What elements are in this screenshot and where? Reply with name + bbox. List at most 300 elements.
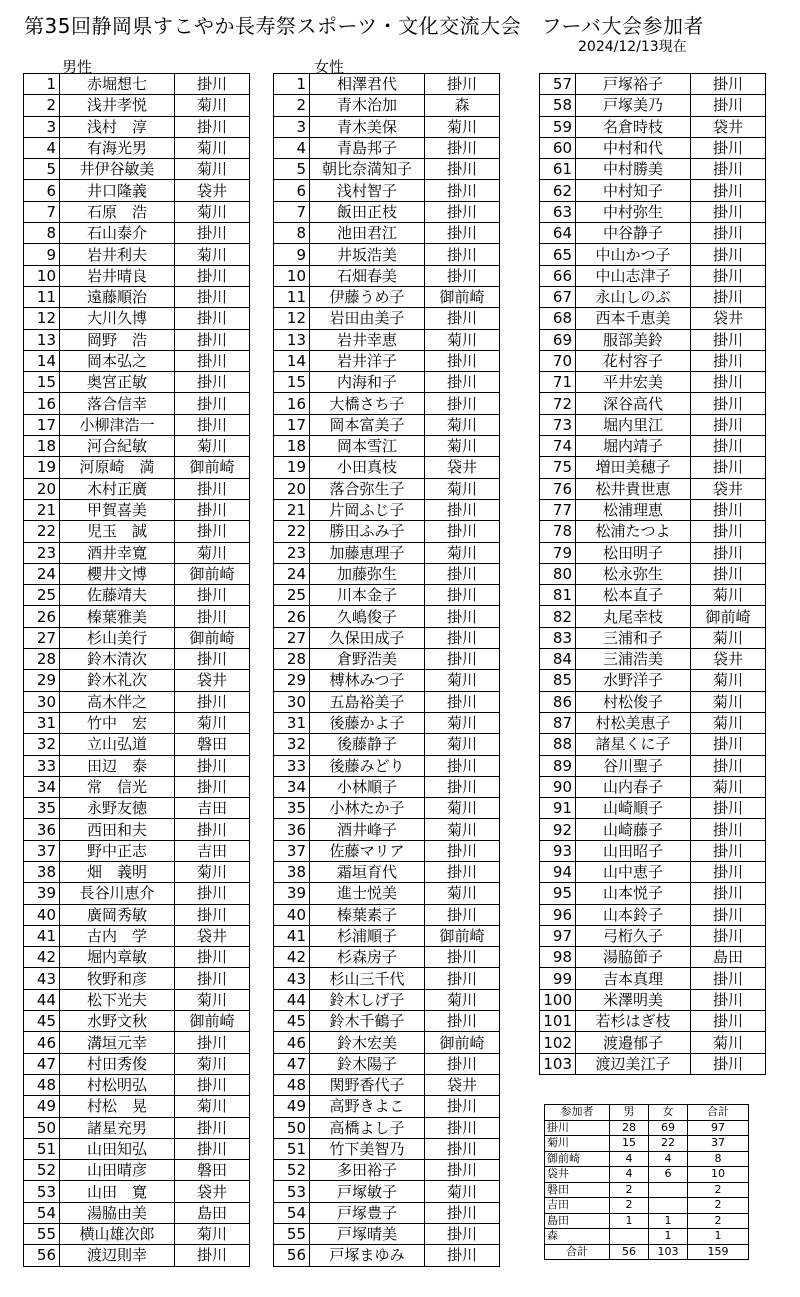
participant-name: 後藤かよ子 (310, 712, 425, 733)
participant-row (24, 1245, 250, 1266)
participant-row (540, 585, 766, 606)
participant-city: 袋井 (425, 457, 500, 478)
participant-row (540, 947, 766, 968)
participant-city: 御前崎 (425, 286, 500, 307)
participant-name: 岡本弘之 (60, 350, 175, 371)
participant-name: 小田真枝 (310, 457, 425, 478)
participant-city: 掛川 (425, 201, 500, 222)
participant-name: 井坂浩美 (310, 244, 425, 265)
participant-number: 80 (540, 563, 576, 584)
participant-number: 41 (24, 925, 60, 946)
participant-number: 50 (274, 1117, 310, 1138)
participant-city: 掛川 (175, 286, 250, 307)
participant-row (274, 840, 500, 861)
participant-city: 掛川 (175, 265, 250, 286)
participant-number: 36 (274, 819, 310, 840)
participant-number: 33 (274, 755, 310, 776)
participant-name: 奥宮正敏 (60, 372, 175, 393)
participant-city: 菊川 (691, 1032, 766, 1053)
participant-city: 掛川 (691, 819, 766, 840)
participant-city: 掛川 (691, 286, 766, 307)
participant-name: 戸塚敏子 (310, 1181, 425, 1202)
participant-city: 菊川 (175, 1053, 250, 1074)
participant-city: 菊川 (425, 116, 500, 137)
participant-number: 92 (540, 819, 576, 840)
participant-number: 56 (274, 1245, 310, 1266)
participant-number: 44 (24, 989, 60, 1010)
participant-number: 28 (24, 649, 60, 670)
participant-row (540, 1053, 766, 1074)
participant-city: 掛川 (425, 840, 500, 861)
participant-number: 43 (24, 968, 60, 989)
participant-city: 菊川 (425, 798, 500, 819)
participant-row (24, 904, 250, 925)
participant-city: 掛川 (425, 563, 500, 584)
participant-number: 74 (540, 436, 576, 457)
men-section-label: 男性 (62, 58, 93, 76)
participant-row (540, 904, 766, 925)
participant-city: 菊川 (425, 478, 500, 499)
participant-city: 菊川 (425, 712, 500, 733)
participant-number: 38 (274, 861, 310, 882)
participant-number: 53 (274, 1181, 310, 1202)
participant-row (24, 861, 250, 882)
participant-city: 掛川 (175, 904, 250, 925)
participant-row (540, 137, 766, 158)
participant-number: 14 (24, 350, 60, 371)
participant-name: 甲賀喜美 (60, 499, 175, 520)
participant-number: 23 (274, 542, 310, 563)
participant-city: 掛川 (425, 265, 500, 286)
participant-city: 袋井 (691, 116, 766, 137)
participant-city: 掛川 (175, 947, 250, 968)
participant-number: 30 (24, 691, 60, 712)
as-of-date: 2024/12/13現在 (578, 39, 687, 55)
participant-number: 39 (274, 883, 310, 904)
participant-name: 池田君江 (310, 223, 425, 244)
participant-city: 菊川 (175, 436, 250, 457)
participant-number: 22 (274, 521, 310, 542)
participant-city: 菊川 (425, 436, 500, 457)
participant-number: 32 (274, 734, 310, 755)
participant-number: 27 (274, 627, 310, 648)
participant-name: 岩井利夫 (60, 244, 175, 265)
participant-row (24, 627, 250, 648)
participant-number: 23 (24, 542, 60, 563)
participant-name: 西田和夫 (60, 819, 175, 840)
participant-row (540, 776, 766, 797)
participant-number: 94 (540, 861, 576, 882)
participant-number: 1 (24, 74, 60, 95)
participant-number: 6 (24, 180, 60, 201)
participant-number: 61 (540, 159, 576, 180)
participant-row (24, 308, 250, 329)
participant-row (24, 989, 250, 1010)
summary-count: 2 (610, 1198, 649, 1214)
participant-city: 掛川 (425, 1138, 500, 1159)
participant-city: 掛川 (691, 350, 766, 371)
participant-row (540, 308, 766, 329)
participant-city: 掛川 (175, 414, 250, 435)
participant-number: 52 (274, 1160, 310, 1181)
participant-row (274, 542, 500, 563)
participant-city: 森 (425, 95, 500, 116)
participant-row (274, 1011, 500, 1032)
participant-row (24, 372, 250, 393)
participant-name: 中村弥生 (576, 201, 691, 222)
participant-name: 永野友徳 (60, 798, 175, 819)
participant-row (540, 968, 766, 989)
participant-row (274, 393, 500, 414)
participant-number: 9 (24, 244, 60, 265)
participant-name: 渡邉郁子 (576, 1032, 691, 1053)
participant-number: 78 (540, 521, 576, 542)
participant-city: 袋井 (691, 649, 766, 670)
participant-city: 掛川 (691, 244, 766, 265)
participant-name: 米澤明美 (576, 989, 691, 1010)
participant-row (540, 372, 766, 393)
participant-name: 名倉時枝 (576, 116, 691, 137)
participant-city: 掛川 (425, 350, 500, 371)
participant-row (274, 1117, 500, 1138)
participant-city: 掛川 (175, 776, 250, 797)
participant-name: 平井宏美 (576, 372, 691, 393)
summary-count: 1 (649, 1213, 688, 1229)
participant-name: 河原崎 満 (60, 457, 175, 478)
participant-name: 堀内靖子 (576, 436, 691, 457)
participant-number: 71 (540, 372, 576, 393)
participant-number: 1 (274, 74, 310, 95)
participant-number: 103 (540, 1053, 576, 1074)
summary-count: 56 (610, 1244, 649, 1260)
participant-row (24, 201, 250, 222)
participant-city: 掛川 (425, 244, 500, 265)
participant-number: 17 (24, 414, 60, 435)
summary-city: 島田 (545, 1213, 610, 1229)
participant-city: 掛川 (425, 627, 500, 648)
participant-name: 朝比奈満知子 (310, 159, 425, 180)
participant-name: 中村知子 (576, 180, 691, 201)
participant-row (540, 244, 766, 265)
participant-name: 杉山三千代 (310, 968, 425, 989)
participant-city: 菊川 (425, 819, 500, 840)
participant-number: 89 (540, 755, 576, 776)
participant-name: 古内 学 (60, 925, 175, 946)
participant-number: 58 (540, 95, 576, 116)
participant-row (274, 521, 500, 542)
participant-name: 鈴木礼次 (60, 670, 175, 691)
participant-name: 村松美恵子 (576, 712, 691, 733)
participant-name: 青木美保 (310, 116, 425, 137)
participant-number: 38 (24, 861, 60, 882)
participant-row (274, 137, 500, 158)
participant-number: 17 (274, 414, 310, 435)
participant-city: 袋井 (175, 180, 250, 201)
participant-name: 諸星充男 (60, 1117, 175, 1138)
participant-city: 掛川 (175, 116, 250, 137)
participant-city: 掛川 (425, 861, 500, 882)
participant-row (540, 627, 766, 648)
summary-row (545, 1229, 749, 1245)
participant-number: 82 (540, 606, 576, 627)
participant-city: 掛川 (425, 1245, 500, 1266)
summary-city: 吉田 (545, 1198, 610, 1214)
participant-name: 倉野浩美 (310, 649, 425, 670)
participant-row (274, 883, 500, 904)
participant-city: 掛川 (175, 499, 250, 520)
participant-number: 69 (540, 329, 576, 350)
participant-number: 25 (274, 585, 310, 606)
summary-city: 掛川 (545, 1120, 610, 1136)
summary-city: 磐田 (545, 1182, 610, 1198)
participant-number: 60 (540, 137, 576, 158)
participant-row (274, 1053, 500, 1074)
summary-count: 4 (610, 1151, 649, 1167)
participant-row (274, 308, 500, 329)
participant-name: 山崎順子 (576, 798, 691, 819)
participant-row (24, 1202, 250, 1223)
participant-city: 袋井 (691, 478, 766, 499)
participant-name: 弓桁久子 (576, 925, 691, 946)
participant-row (540, 521, 766, 542)
participant-name: 大川久博 (60, 308, 175, 329)
participant-name: 岡野 浩 (60, 329, 175, 350)
participant-city: 菊川 (175, 542, 250, 563)
participant-row (24, 883, 250, 904)
participant-number: 15 (24, 372, 60, 393)
participant-number: 26 (274, 606, 310, 627)
participant-city: 磐田 (175, 734, 250, 755)
participant-row (540, 159, 766, 180)
participant-number: 30 (274, 691, 310, 712)
participant-name: 中村和代 (576, 137, 691, 158)
participant-row (274, 861, 500, 882)
participant-city: 掛川 (175, 1032, 250, 1053)
participant-row (24, 1096, 250, 1117)
participant-row (24, 244, 250, 265)
participant-name: 酒井峰子 (310, 819, 425, 840)
participant-row (24, 734, 250, 755)
participant-city: 菊川 (691, 670, 766, 691)
participant-city: 掛川 (425, 1096, 500, 1117)
participant-name: 杉森房子 (310, 947, 425, 968)
participant-row (274, 1202, 500, 1223)
participant-name: 伊藤うめ子 (310, 286, 425, 307)
participant-name: 鈴木宏美 (310, 1032, 425, 1053)
participant-name: 松浦たつよ (576, 521, 691, 542)
participant-name: 多田裕子 (310, 1160, 425, 1181)
participant-city: 掛川 (691, 95, 766, 116)
participant-city: 菊川 (425, 414, 500, 435)
summary-header-cell: 合計 (688, 1105, 749, 1121)
women-roster-table-1 (273, 73, 500, 1267)
participant-name: 増田美穂子 (576, 457, 691, 478)
participant-number: 81 (540, 585, 576, 606)
participant-row (24, 670, 250, 691)
participant-number: 68 (540, 308, 576, 329)
participant-number: 6 (274, 180, 310, 201)
participant-row (274, 265, 500, 286)
participant-row (24, 457, 250, 478)
participant-number: 47 (24, 1053, 60, 1074)
participant-name: 岡本富美子 (310, 414, 425, 435)
participant-number: 70 (540, 350, 576, 371)
participant-row (540, 649, 766, 670)
participant-name: 深谷高代 (576, 393, 691, 414)
participant-city: 袋井 (691, 308, 766, 329)
participant-city: 掛川 (425, 521, 500, 542)
participant-name: 浅村智子 (310, 180, 425, 201)
participant-city: 掛川 (425, 1117, 500, 1138)
participant-name: 岩井洋子 (310, 350, 425, 371)
participant-number: 34 (274, 776, 310, 797)
participant-row (24, 563, 250, 584)
participant-city: 掛川 (691, 499, 766, 520)
participant-number: 42 (24, 947, 60, 968)
participant-name: 水野文秋 (60, 1011, 175, 1032)
participant-row (540, 201, 766, 222)
participant-number: 16 (24, 393, 60, 414)
participant-number: 95 (540, 883, 576, 904)
participant-number: 3 (274, 116, 310, 137)
participant-number: 76 (540, 478, 576, 499)
participant-city: 掛川 (425, 1160, 500, 1181)
participant-number: 65 (540, 244, 576, 265)
summary-count (610, 1229, 649, 1245)
participant-city: 掛川 (175, 478, 250, 499)
participant-number: 96 (540, 904, 576, 925)
participant-name: 霜垣育代 (310, 861, 425, 882)
participant-name: 佐藤マリア (310, 840, 425, 861)
summary-count: 1 (688, 1229, 749, 1245)
participant-name: 浅村 淳 (60, 116, 175, 137)
participant-name: 長谷川恵介 (60, 883, 175, 904)
participant-city: 菊川 (175, 861, 250, 882)
participant-name: 渡辺美江子 (576, 1053, 691, 1074)
summary-count (649, 1198, 688, 1214)
participant-city: 掛川 (175, 691, 250, 712)
summary-row (545, 1182, 749, 1198)
participant-name: 松下光夫 (60, 989, 175, 1010)
participant-row (274, 478, 500, 499)
participant-name: 常 信光 (60, 776, 175, 797)
participant-name: 横山雄次郎 (60, 1224, 175, 1245)
summary-header-cell: 女 (649, 1105, 688, 1121)
participant-city: 菊川 (175, 159, 250, 180)
participant-number: 48 (274, 1074, 310, 1095)
participant-row (24, 1224, 250, 1245)
participant-row (540, 265, 766, 286)
participant-name: 青木治加 (310, 95, 425, 116)
participant-name: 加藤恵理子 (310, 542, 425, 563)
participant-number: 45 (274, 1011, 310, 1032)
participant-row (24, 223, 250, 244)
participant-name: 村松明弘 (60, 1074, 175, 1095)
participant-row (274, 712, 500, 733)
participant-row (24, 393, 250, 414)
participant-city: 菊川 (175, 244, 250, 265)
participant-row (24, 1032, 250, 1053)
participant-row (24, 1011, 250, 1032)
summary-count: 2 (688, 1198, 749, 1214)
participant-name: 岩田由美子 (310, 308, 425, 329)
participant-row (24, 925, 250, 946)
participant-number: 31 (24, 712, 60, 733)
participant-name: 村松 晃 (60, 1096, 175, 1117)
participant-number: 29 (24, 670, 60, 691)
participant-number: 66 (540, 265, 576, 286)
participant-city: 掛川 (425, 755, 500, 776)
participant-number: 42 (274, 947, 310, 968)
participant-city: 掛川 (425, 968, 500, 989)
participant-name: 村田秀俊 (60, 1053, 175, 1074)
participant-name: 中山かつ子 (576, 244, 691, 265)
summary-count: 1 (649, 1229, 688, 1245)
participant-row (540, 286, 766, 307)
participant-row (274, 670, 500, 691)
participant-name: 榛葉雅美 (60, 606, 175, 627)
participant-name: 岡本雪江 (310, 436, 425, 457)
participant-number: 4 (274, 137, 310, 158)
participant-number: 64 (540, 223, 576, 244)
participant-name: 松永弥生 (576, 563, 691, 584)
participant-number: 55 (274, 1224, 310, 1245)
participant-row (540, 180, 766, 201)
participant-row (540, 393, 766, 414)
participant-city: 掛川 (691, 989, 766, 1010)
participant-row (540, 755, 766, 776)
participant-city: 掛川 (175, 223, 250, 244)
participant-city: 掛川 (425, 499, 500, 520)
participant-city: 菊川 (425, 542, 500, 563)
participant-name: 花村容子 (576, 350, 691, 371)
participant-name: 久嶋俊子 (310, 606, 425, 627)
women-section-label: 女性 (314, 58, 345, 76)
participant-number: 97 (540, 925, 576, 946)
participant-number: 12 (274, 308, 310, 329)
participant-row (274, 499, 500, 520)
participant-city: 菊川 (425, 670, 500, 691)
participant-name: 高橋よし子 (310, 1117, 425, 1138)
participant-row (274, 180, 500, 201)
summary-row (545, 1136, 749, 1152)
participant-name: 有海光男 (60, 137, 175, 158)
summary-count: 4 (610, 1167, 649, 1183)
participant-number: 54 (274, 1202, 310, 1223)
participant-number: 37 (274, 840, 310, 861)
participant-row (24, 819, 250, 840)
participant-name: 松浦理恵 (576, 499, 691, 520)
participant-number: 29 (274, 670, 310, 691)
participant-row (540, 798, 766, 819)
participant-row (540, 436, 766, 457)
participant-city: 吉田 (175, 840, 250, 861)
participant-name: 松田明子 (576, 542, 691, 563)
participant-name: 鈴木清次 (60, 649, 175, 670)
participant-name: 加藤弥生 (310, 563, 425, 584)
participant-number: 32 (24, 734, 60, 755)
summary-count: 2 (610, 1182, 649, 1198)
participant-number: 13 (274, 329, 310, 350)
participant-name: 落合信幸 (60, 393, 175, 414)
participant-name: 飯田正枝 (310, 201, 425, 222)
participant-row (274, 925, 500, 946)
participant-city: 御前崎 (175, 457, 250, 478)
summary-row (545, 1244, 749, 1260)
participant-city: 菊川 (691, 776, 766, 797)
participant-row (24, 712, 250, 733)
participant-row (24, 499, 250, 520)
